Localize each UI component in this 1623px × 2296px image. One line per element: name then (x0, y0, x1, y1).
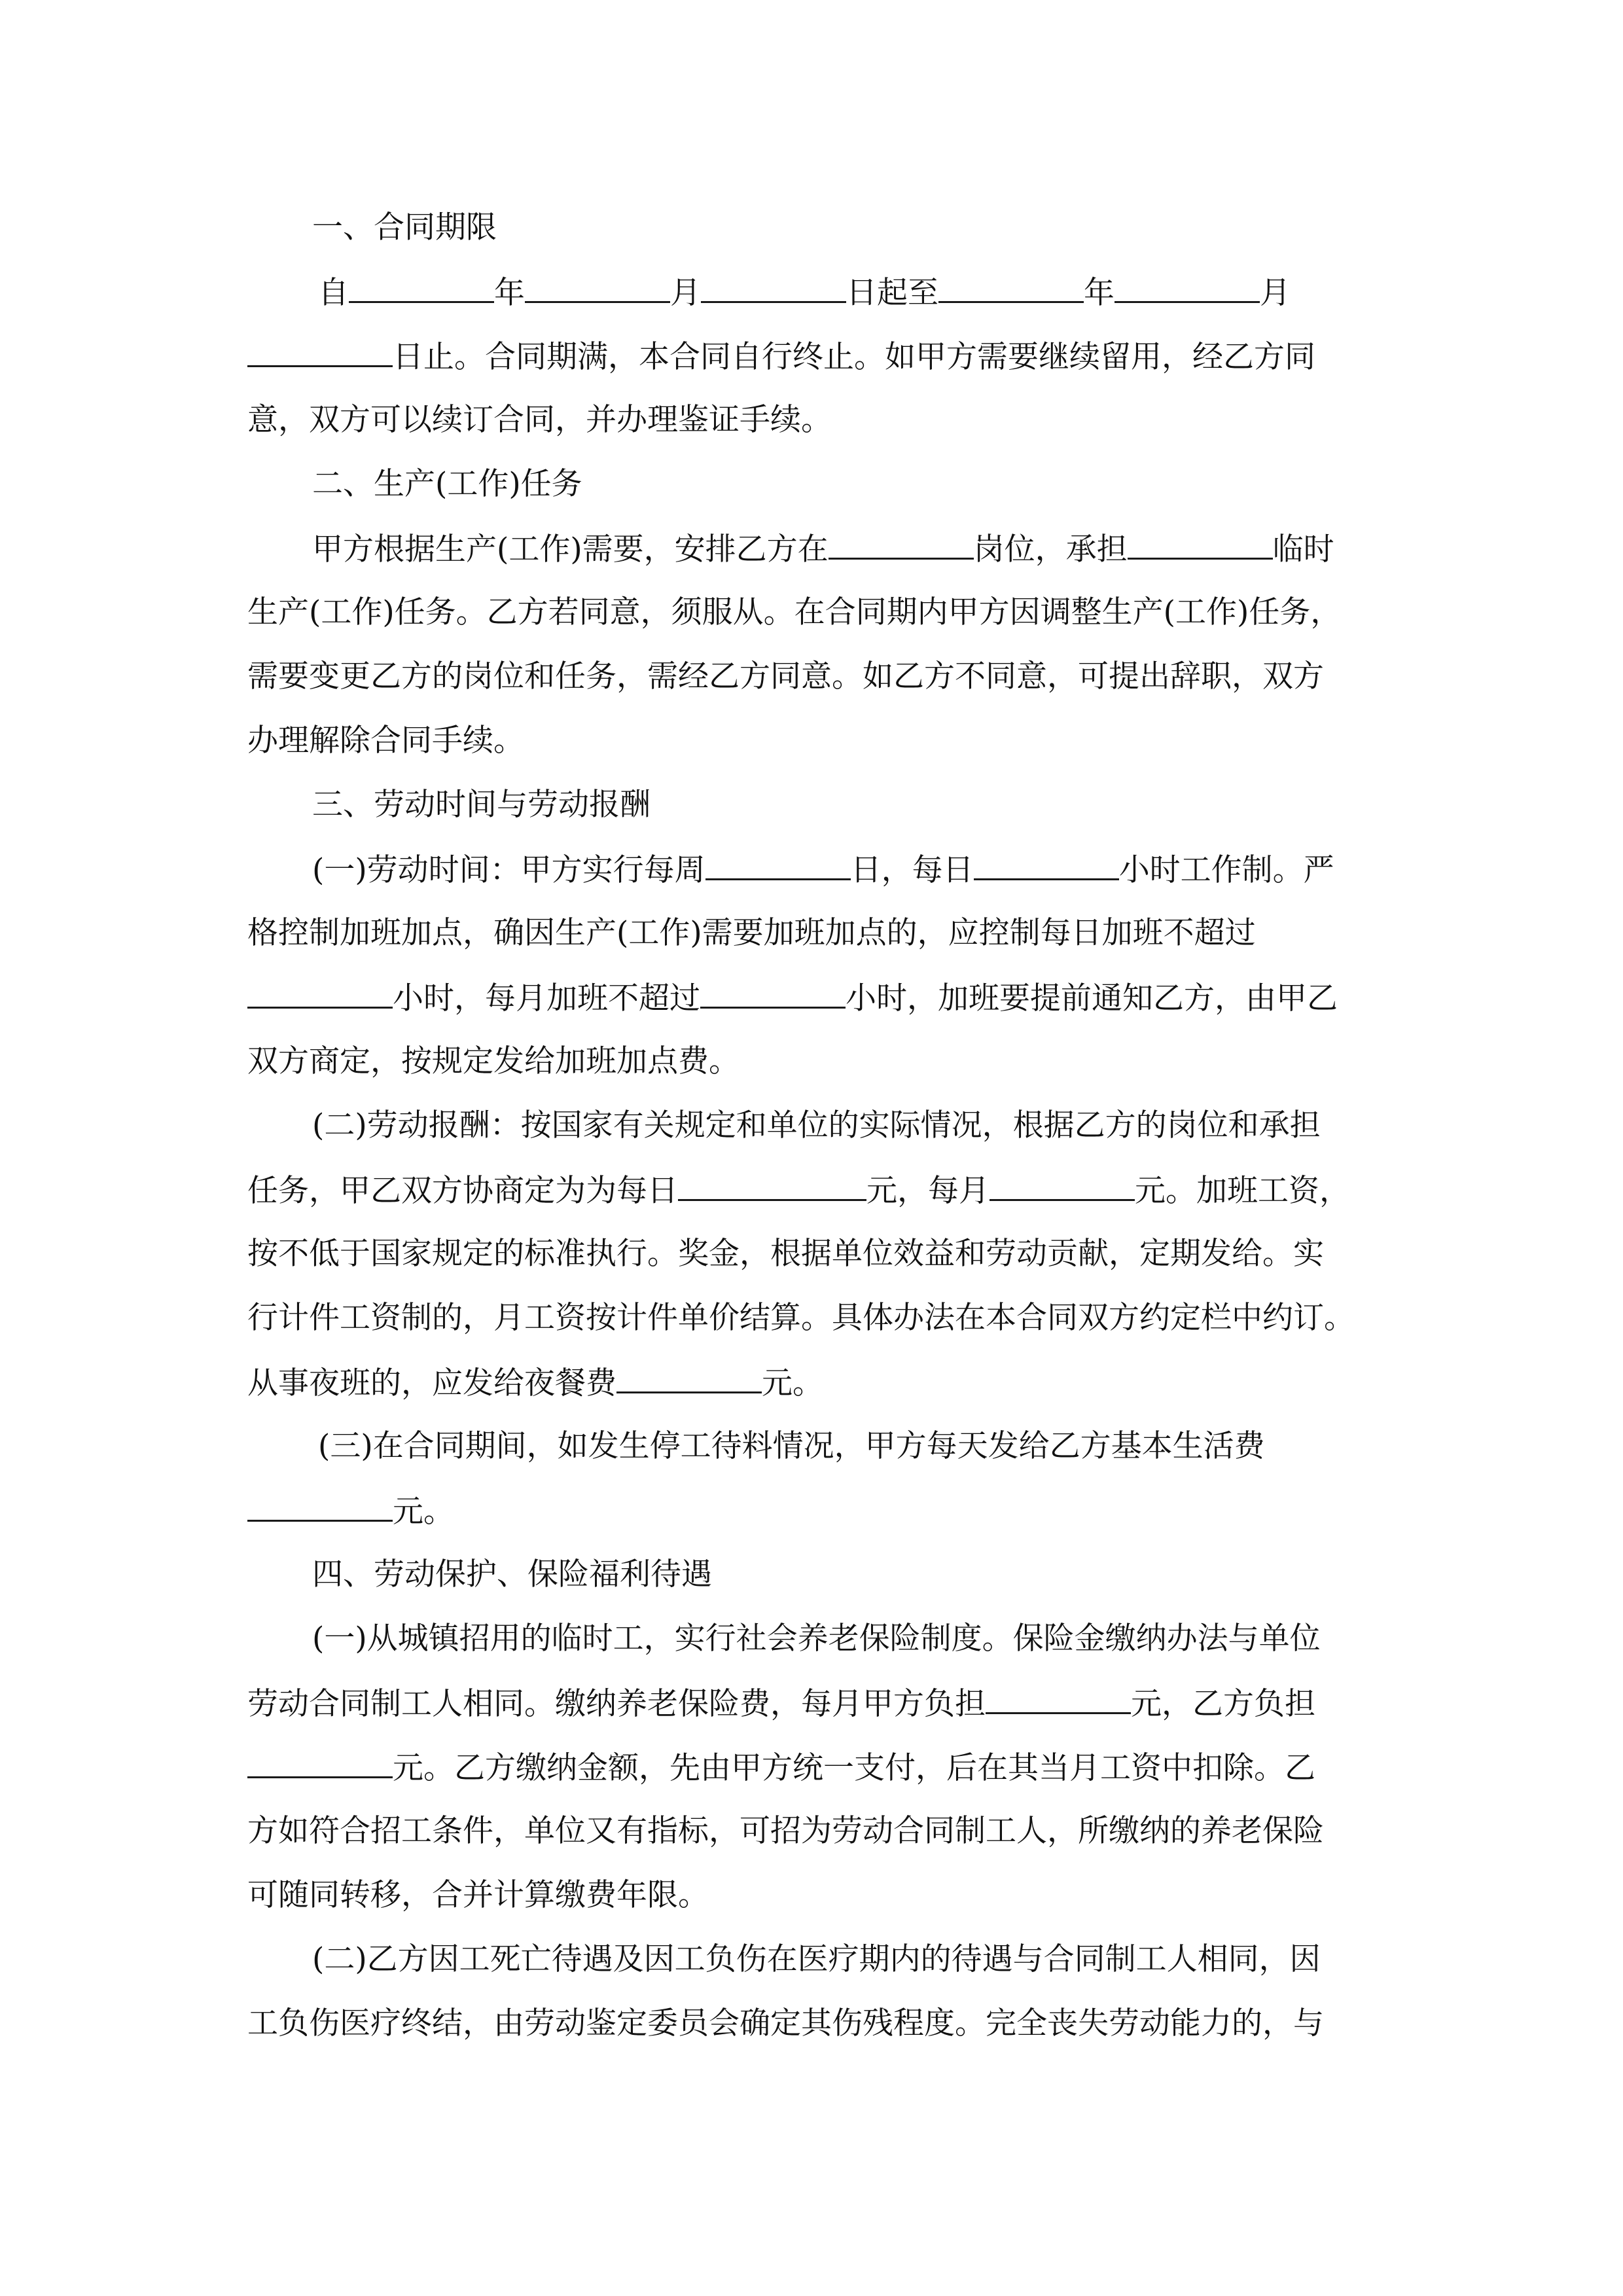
stoppage-line-1: (三)在合同期间，如发生停工待料情况，甲方每天发给乙方基本生活费 (318, 1428, 1265, 1464)
text: 小时工作制。严 (1118, 852, 1334, 888)
contract-term-line (318, 272, 1291, 313)
pay-line-4: 行计件工资制的，月工资按计件单价结算。具体办法在本合同双方约定栏中约订。 (247, 1300, 1355, 1336)
text-day-to: 日起至 (846, 275, 938, 311)
blank-living-allowance (247, 1491, 393, 1522)
blank-night-meal-fee (616, 1363, 762, 1393)
blank-start-year (349, 272, 494, 303)
work-time-line-1 (312, 850, 1334, 890)
text: 甲方根据生产(工作)需要，安排乙方在 (312, 531, 829, 567)
section-2-heading: 二、生产(工作)任务 (312, 466, 582, 502)
text: 劳动合同制工人相同。缴纳养老保险费，每月甲方负担 (247, 1686, 986, 1722)
task-line-1 (312, 529, 1334, 569)
text: 任务，甲乙双方协商定为为每日 (247, 1173, 678, 1209)
text: 小时，加班要提前通知乙方，由甲乙 (846, 980, 1338, 1016)
task-line-3: 需要变更乙方的岗位和任务，需经乙方同意。如乙方不同意，可提出辞职，双方 (247, 658, 1324, 694)
contract-term-line-3: 意，双方可以续订合同，并办理鉴证手续。 (247, 402, 832, 438)
blank-position (829, 529, 974, 560)
insurance-line-1: (一)从城镇招用的临时工，实行社会养老保险制度。保险金缴纳办法与单位 (312, 1621, 1321, 1657)
blank-party-b-share (247, 1748, 393, 1778)
task-line-2: 生产(工作)任务。乙方若同意，须服从。在合同期内甲方因调整生产(工作)任务， (247, 594, 1342, 630)
text-year: 年 (1084, 275, 1115, 311)
injury-line-2: 工负伤医疗终结，由劳动鉴定委员会确定其伤残程度。完全丧失劳动能力的，与 (247, 2005, 1324, 2041)
blank-end-day (247, 336, 393, 367)
contract-term-line-2 (247, 336, 1315, 377)
blank-daily-pay (678, 1170, 866, 1201)
blank-monthly-overtime (700, 978, 846, 1009)
pay-line-1: (二)劳动报酬：按国家有关规定和单位的实际情况，根据乙方的岗位和承担 (312, 1107, 1321, 1143)
section-1-heading: 一、合同期限 (312, 209, 497, 245)
text: 岗位，承担 (973, 531, 1128, 567)
text: 小时，每月加班不超过 (393, 980, 700, 1016)
task-line-4: 办理解除合同手续。 (247, 723, 524, 759)
blank-task (1128, 529, 1273, 560)
insurance-line-2 (247, 1683, 1315, 1724)
text: 日止。合同期满，本合同自行终止。如甲方需要继续留用，经乙方同 (393, 339, 1315, 375)
blank-party-a-share (986, 1683, 1131, 1714)
blank-days-per-week (705, 850, 851, 880)
text-month: 月 (1260, 275, 1291, 311)
text: 元。 (393, 1494, 454, 1530)
text: 临时 (1272, 531, 1334, 567)
blank-end-month (1115, 272, 1260, 303)
text-from: 自 (318, 275, 349, 311)
injury-line-1: (二)乙方因工死亡待遇及因工负伤在医疗期内的待遇与合同制工人相同，因 (312, 1941, 1321, 1977)
blank-end-year (938, 272, 1084, 303)
text: (一)劳动时间：甲方实行每周 (312, 852, 705, 888)
text: 元。加班工资， (1135, 1173, 1350, 1209)
blank-hours-per-day (974, 850, 1119, 880)
text-month: 月 (670, 275, 701, 311)
work-time-line-2: 格控制加班加点，确因生产(工作)需要加班加点的，应控制每日加班不超过 (247, 915, 1256, 951)
text: 元。 (762, 1365, 823, 1401)
insurance-line-5: 可随同转移，合并计算缴费年限。 (247, 1877, 709, 1913)
text: 日，每日 (850, 852, 974, 888)
section-4-heading: 四、劳动保护、保险福利待遇 (312, 1556, 712, 1592)
text: 从事夜班的，应发给夜餐费 (247, 1365, 616, 1401)
work-time-line-4: 双方商定，按规定发给加班加点费。 (247, 1043, 740, 1079)
insurance-line-3 (247, 1748, 1315, 1788)
pay-line-5 (247, 1363, 823, 1403)
insurance-line-4: 方如符合招工条件，单位又有指标，可招为劳动合同制工人，所缴纳的养老保险 (247, 1813, 1324, 1849)
section-3-heading: 三、劳动时间与劳动报酬 (312, 787, 651, 823)
blank-daily-overtime (247, 978, 393, 1009)
text: 元，乙方负担 (1131, 1686, 1315, 1722)
pay-line-3: 按不低于国家规定的标准执行。奖金，根据单位效益和劳动贡献，定期发给。实 (247, 1236, 1324, 1272)
pay-line-2 (247, 1170, 1350, 1211)
blank-monthly-pay (990, 1170, 1135, 1201)
text-year: 年 (494, 275, 525, 311)
blank-start-month (525, 272, 670, 303)
text: 元，每月 (866, 1173, 990, 1209)
blank-start-day (701, 272, 846, 303)
stoppage-line-2 (247, 1491, 454, 1532)
text: 元。乙方缴纳金额，先由甲方统一支付，后在其当月工资中扣除。乙 (393, 1750, 1315, 1786)
work-time-line-3 (247, 978, 1338, 1018)
